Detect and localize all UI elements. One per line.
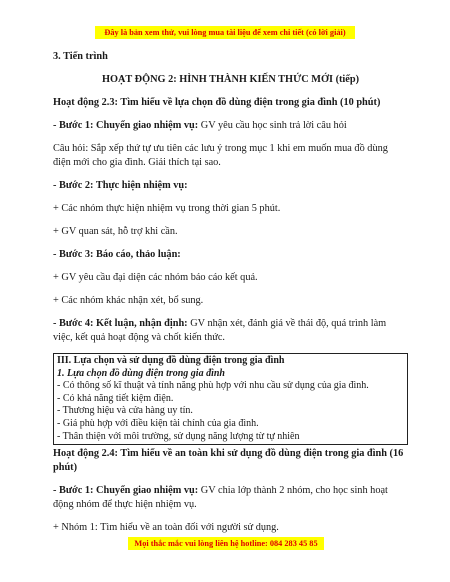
box-title: III. Lựa chọn và sử dụng đồ dùng điện trong gia đình [57,355,285,366]
section-heading: 3. Tiến trình [53,51,108,62]
a24-step1-text: GV chia lớp thành 2 nhóm, cho học sinh hoạt động nhóm để thực hiện nhiệm vụ. [53,485,388,511]
box-subtitle: 1. Lựa chọn đồ dùng điện trong gia đình [57,367,225,379]
box-item: - Có thông số kĩ thuật và tính năng phù hợp với nhu cầu sử dụng của gia đình. [57,380,369,392]
step2-item-1: + Các nhóm thực hiện nhiệm vụ trong thời gian 5 phút. [53,203,281,214]
step4-label: - Bước 4: Kết luận, nhận định: [53,318,188,329]
document-body [53,50,408,535]
step1-label: - Bước 1: Chuyển giao nhiệm vụ: [53,120,199,131]
a24-step1-label: - Bước 1: Chuyển giao nhiệm vụ: [53,485,199,497]
a24-item-1: + Nhóm 1: Tìm hiểu về an toàn đối với người sử dụng. [53,522,279,534]
step2-item-2: + GV quan sát, hỗ trợ khi cần. [53,226,178,237]
knowledge-box [53,353,408,445]
step3-label: - Bước 3: Báo cáo, thảo luận: [53,249,181,260]
step2-label: - Bước 2: Thực hiện nhiệm vụ: [53,180,188,191]
box-item: - Thân thiện với môi trường, sử dụng năng lượng từ tự nhiên [57,430,300,442]
box-item: - Có khả năng tiết kiệm điện. [57,392,174,404]
step1-text: GV yêu cầu học sinh trả lời câu hỏi [198,120,347,131]
box-item: - Thương hiệu và cửa hàng uy tín. [57,405,193,417]
box-item: - Giá phù hợp với điều kiện tài chính của gia đình. [57,417,259,429]
step1-paragraph [53,119,408,133]
step3-item-2: + Các nhóm khác nhận xét, bổ sung. [53,295,204,306]
step4-paragraph [53,317,408,345]
hotline-footer: Mọi thắc mắc vui lòng liên hệ hotline: 084 283 45 85 [128,537,324,550]
a24-step1-paragraph [53,484,408,512]
activity-2-4-title: Hoạt động 2.4: Tìm hiểu về an toàn khi sử dụng đồ dùng điện trong gia đình (16 phút) [53,448,404,474]
activity-title: HOẠT ĐỘNG 2: HÌNH THÀNH KIẾN THỨC MỚI (tiếp) [101,74,360,85]
step3-item-1: + GV yêu cầu đại diện các nhóm báo cáo kết quả. [53,272,258,283]
step4-text: GV nhận xét, đánh giá về thái độ, quá trình làm việc, kết quả hoạt động và chốt kiến thức. [53,318,387,343]
question-paragraph: Câu hỏi: Sắp xếp thứ tự ưu tiên các lưu ý trong mục 1 khi em muốn mua đồ dùng điện mới cho gia đình. Giải thích tại sao. [53,143,388,168]
preview-banner: Đây là bản xem thử, vui lòng mua tài liệu để xem chi tiết (có lời giải) [95,26,355,39]
activity-2-3-title: Hoạt động 2.3: Tìm hiểu về lựa chọn đồ dùng điện trong gia đình (10 phút) [53,97,381,108]
